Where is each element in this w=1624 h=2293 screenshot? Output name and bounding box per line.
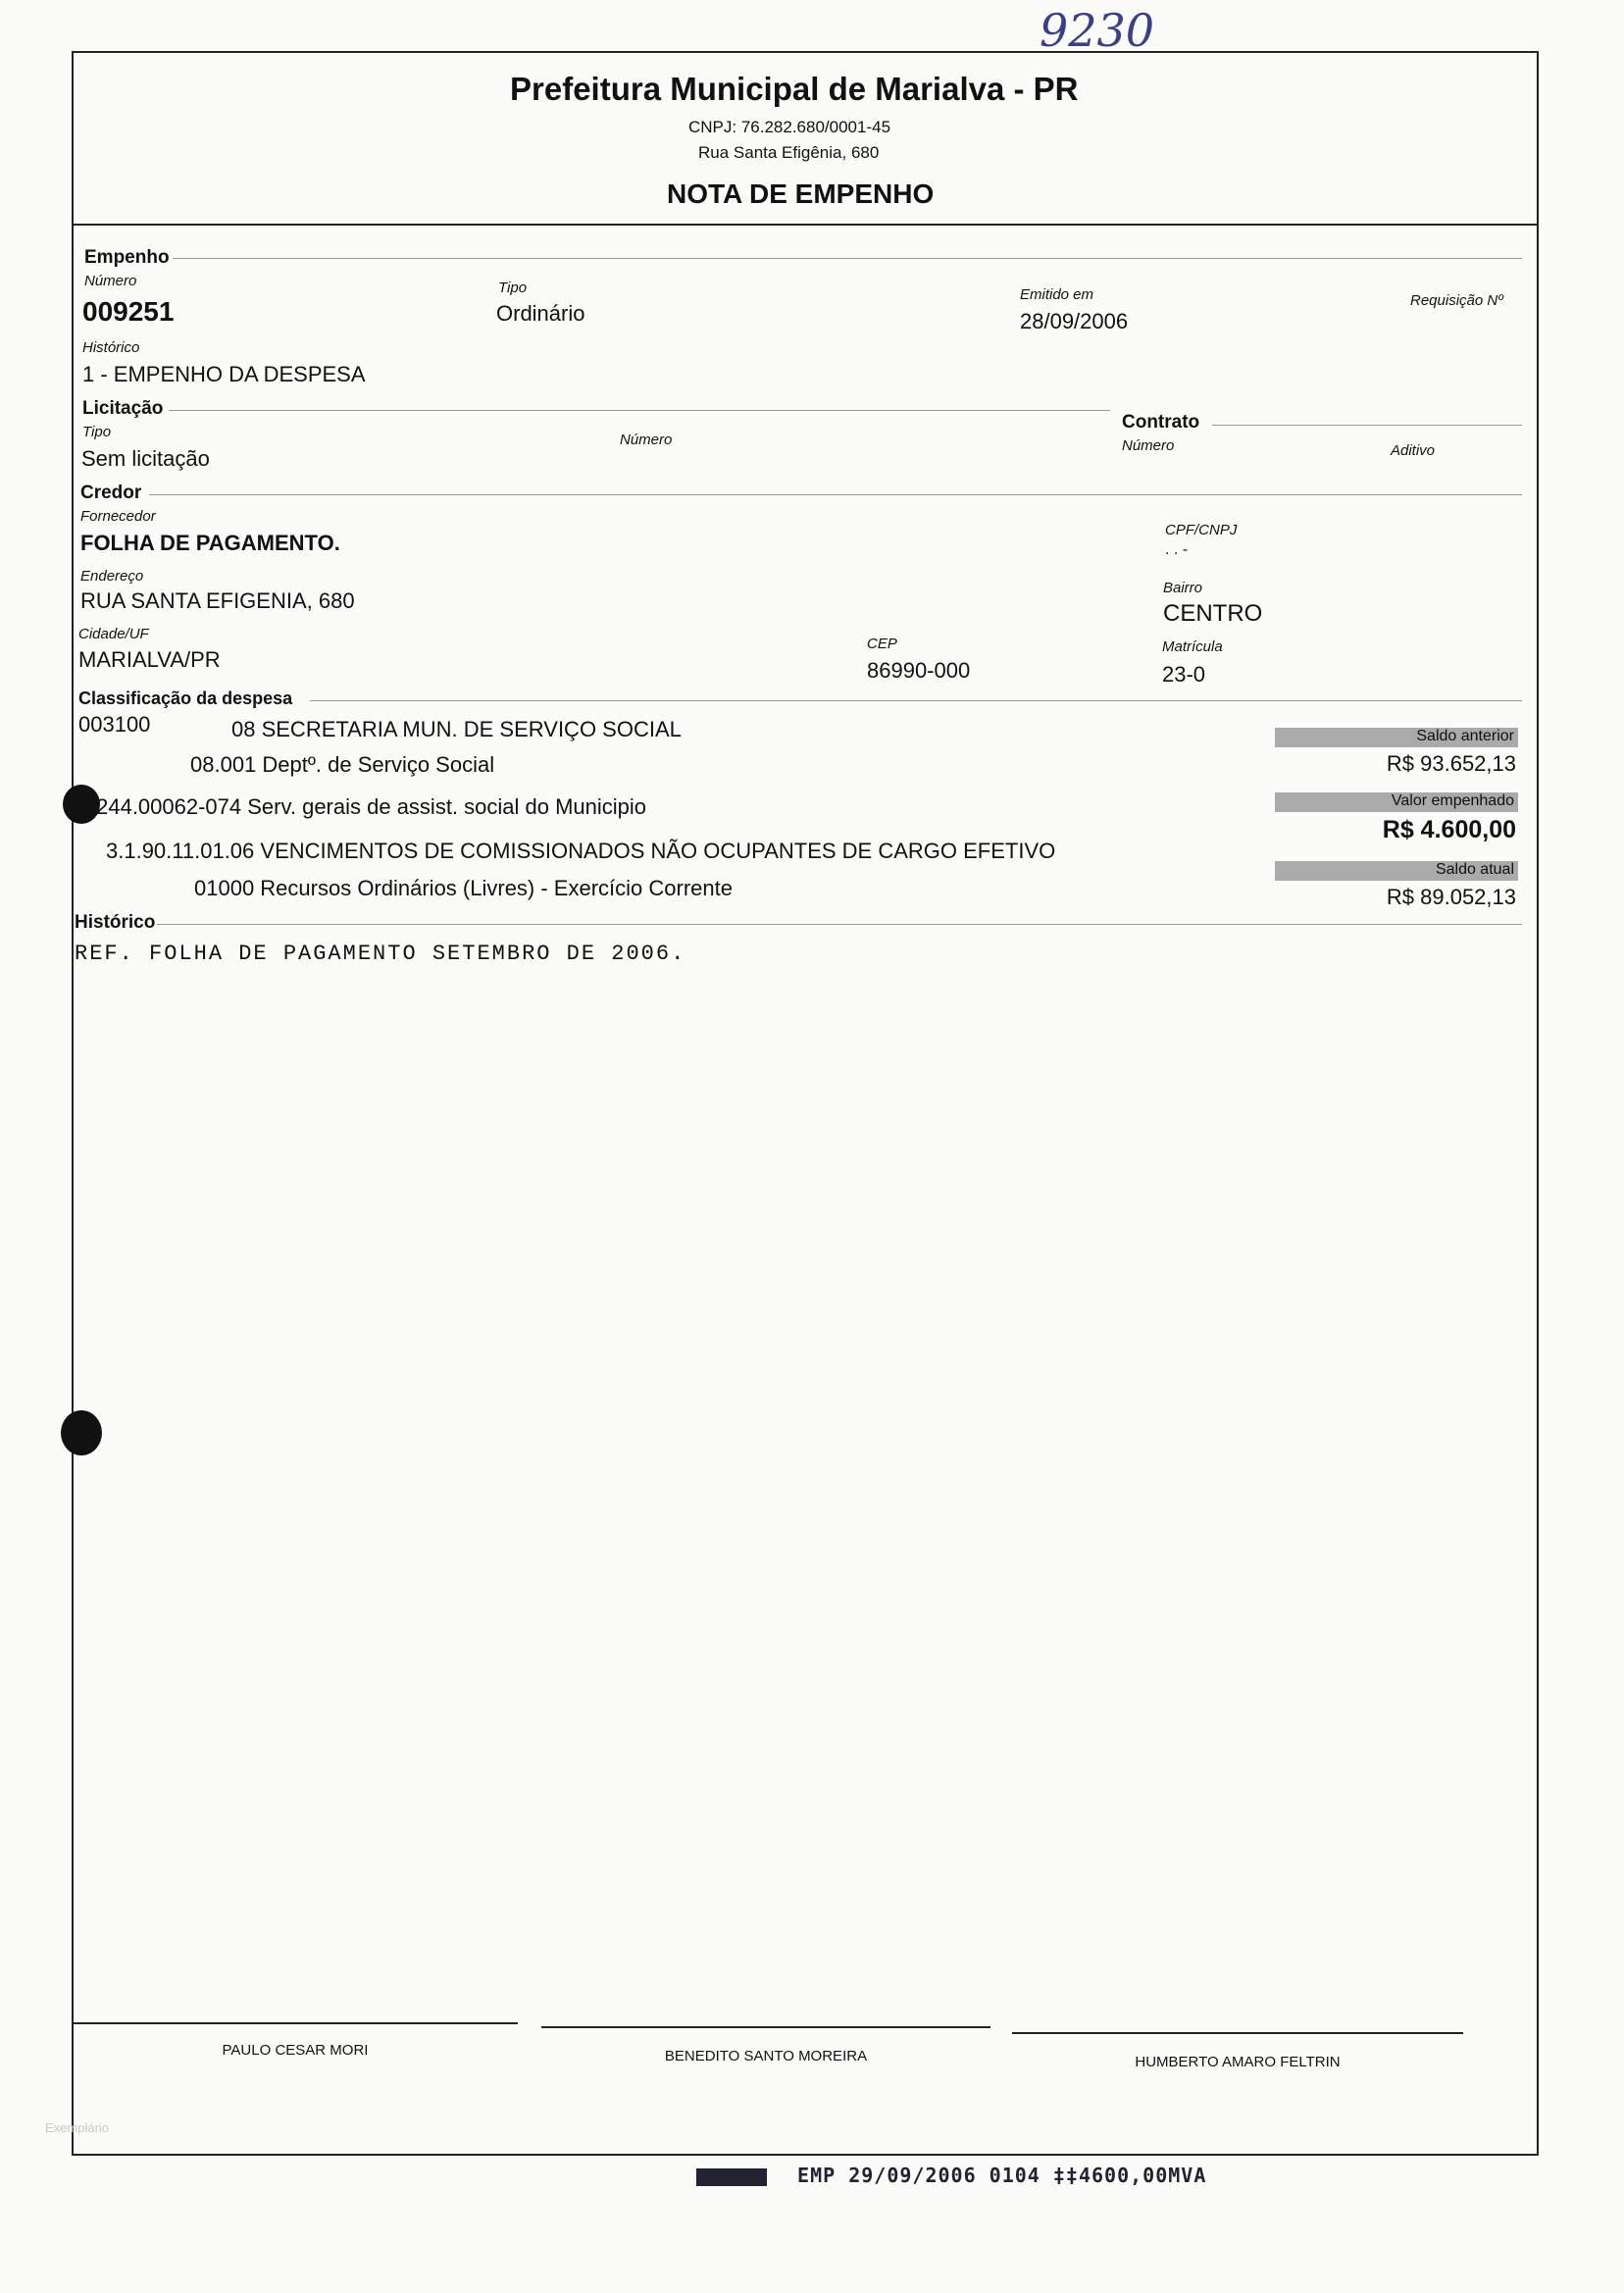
section-licitacao: Licitação: [82, 398, 164, 419]
fornecedor-label: Fornecedor: [80, 508, 156, 525]
empenho-numero-label: Número: [84, 273, 137, 289]
section-contrato: Contrato: [1122, 412, 1200, 433]
emitido-date: 28/09/2006: [1020, 309, 1129, 333]
footer-small-text: Exemplário: [45, 2120, 110, 2135]
classificacao-line-5: 01000 Recursos Ordinários (Livres) - Exercício Corrente: [194, 876, 733, 900]
saldo-atual: R$ 89.052,13: [1386, 885, 1516, 909]
historico-text: REF. FOLHA DE PAGAMENTO SETEMBRO DE 2006.: [75, 942, 686, 966]
historico-separator: [157, 924, 1522, 925]
bairro: CENTRO: [1163, 600, 1263, 627]
contrato-aditivo-label: Aditivo: [1391, 442, 1436, 459]
contrato-separator: [1212, 425, 1522, 426]
classificacao-line-1: 08 SECRETARIA MUN. DE SERVIÇO SOCIAL: [231, 717, 682, 741]
signature-line-1: [73, 2022, 518, 2024]
signature-line-2: [541, 2026, 990, 2028]
licitacao-numero-label: Número: [620, 432, 673, 448]
header-address: Rua Santa Efigênia, 680: [698, 143, 880, 162]
licitacao-tipo-label: Tipo: [82, 424, 112, 440]
header-divider: [72, 224, 1539, 226]
signature-name-1: PAULO CESAR MORI: [222, 2042, 369, 2059]
handwritten-number: 9230: [1040, 4, 1155, 57]
empenho-tipo: Ordinário: [496, 301, 585, 326]
endereco: RUA SANTA EFIGENIA, 680: [80, 588, 355, 613]
licitacao-separator: [169, 410, 1110, 411]
cpf-label: CPF/CNPJ: [1165, 522, 1238, 538]
page-title: Prefeitura Municipal de Marialva - PR: [510, 71, 1079, 107]
fornecedor: FOLHA DE PAGAMENTO.: [80, 531, 340, 555]
header-cnpj: CNPJ: 76.282.680/0001-45: [688, 118, 891, 136]
cep: 86990-000: [867, 658, 971, 683]
authentication-stamp: [696, 2164, 1206, 2187]
saldo-anterior-label: Saldo anterior: [1275, 728, 1518, 747]
empenho-separator: [173, 258, 1522, 259]
signature-name-3: HUMBERTO AMARO FELTRIN: [1135, 2054, 1341, 2070]
contrato-numero-label: Número: [1122, 437, 1175, 454]
requisicao-label: Requisição Nº: [1410, 292, 1503, 309]
stamp-logo-icon: [696, 2168, 767, 2186]
signature-line-3: [1012, 2032, 1463, 2034]
stamp-text: EMP 29/09/2006 0104 ‡‡4600,00MVA: [797, 2164, 1207, 2187]
punch-hole-mark-2: [61, 1410, 102, 1455]
classificacao-separator: [310, 700, 1522, 701]
cep-label: CEP: [867, 636, 897, 652]
classificacao-code: 003100: [78, 712, 151, 737]
endereco-label: Endereço: [80, 568, 144, 585]
cidade-label: Cidade/UF: [78, 626, 149, 642]
empenho-numero: 009251: [82, 296, 175, 327]
emitido-label: Emitido em: [1020, 286, 1094, 303]
empenho-historico-label: Histórico: [82, 339, 140, 356]
signature-name-2: BENEDITO SANTO MOREIRA: [664, 2048, 868, 2064]
section-historico: Histórico: [75, 912, 156, 933]
document-title: NOTA DE EMPENHO: [667, 178, 935, 209]
valor-empenhado: R$ 4.600,00: [1382, 816, 1516, 843]
empenho-historico: 1 - EMPENHO DA DESPESA: [82, 362, 366, 386]
section-classificacao: Classificação da despesa: [78, 688, 293, 708]
saldo-atual-label: Saldo atual: [1275, 861, 1518, 881]
empenho-tipo-label: Tipo: [498, 280, 528, 296]
cpf-value: . . -: [1165, 541, 1189, 558]
valor-empenhado-label: Valor empenhado: [1275, 792, 1518, 812]
classificacao-line-3: .244.00062-074 Serv. gerais de assist. social do Municipio: [90, 794, 647, 819]
classificacao-line-2: 08.001 Deptº. de Serviço Social: [190, 752, 495, 777]
matricula-label: Matrícula: [1162, 638, 1223, 655]
matricula: 23-0: [1162, 662, 1206, 687]
credor-separator: [149, 494, 1522, 495]
section-empenho: Empenho: [84, 247, 170, 268]
section-credor: Credor: [80, 483, 142, 503]
saldo-anterior: R$ 93.652,13: [1386, 751, 1516, 776]
cidade: MARIALVA/PR: [78, 647, 221, 672]
classificacao-line-4: 3.1.90.11.01.06 VENCIMENTOS DE COMISSIONADOS NÃO OCUPANTES DE CARGO EFETIVO: [106, 839, 1056, 863]
licitacao-tipo: Sem licitação: [81, 446, 210, 471]
bairro-label: Bairro: [1163, 580, 1203, 596]
